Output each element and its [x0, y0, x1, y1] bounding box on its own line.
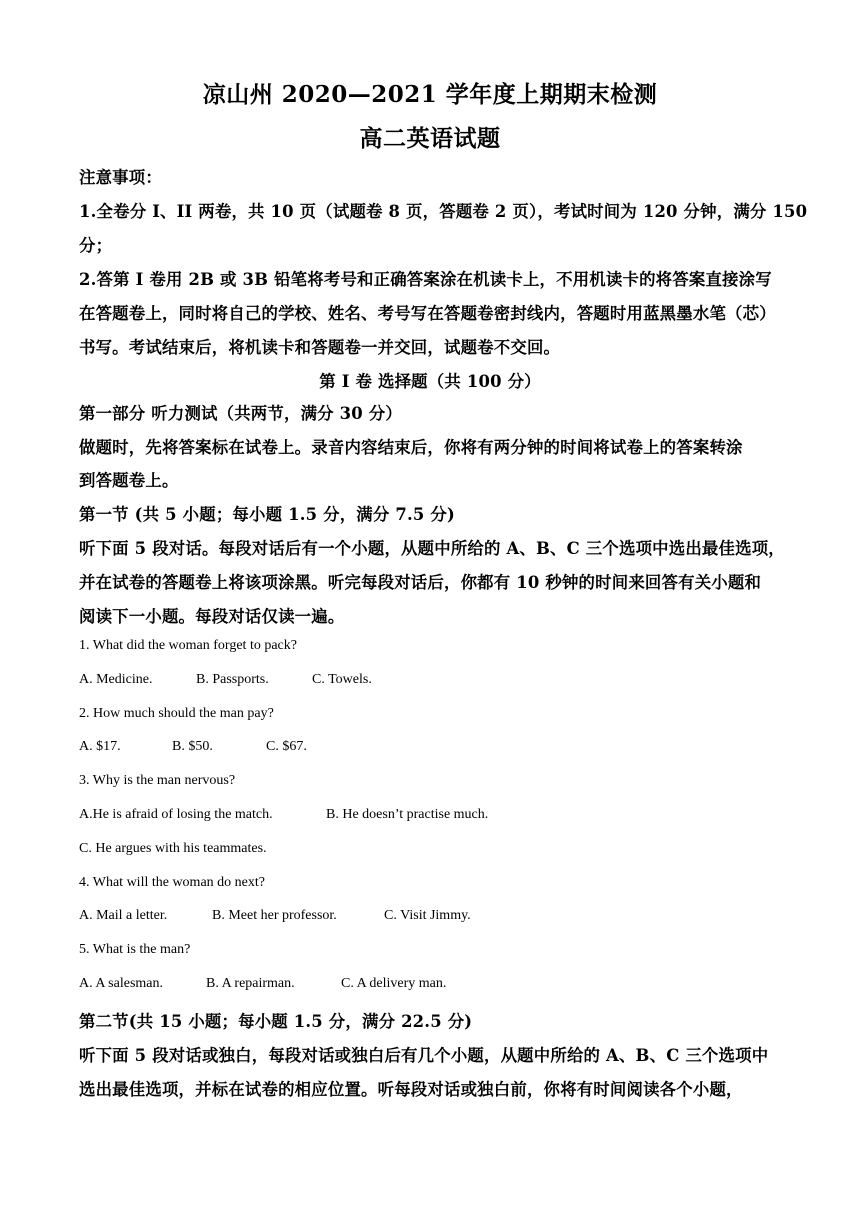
question-1: 1. What did the woman forget to pack? [79, 638, 297, 653]
volume-title: 第 I 卷 选择题（共 100 分） [319, 372, 541, 391]
question-2: 2. How much should the man pay? [79, 706, 274, 721]
question-4-option-a: A. Mail a letter. [79, 908, 168, 923]
notes-line: 1.全卷分 I、II 两卷，共 10 页（试题卷 8 页，答题卷 2 页），考试时间为 120 分钟，满分 150 [79, 202, 808, 221]
question-3-option-c: C. He argues with his teammates. [79, 841, 267, 856]
section1-instruction: 并在试卷的答题卷上将该项涂黑。听完每段对话后，你都有 10 秒钟的时间来回答有关小题和 [79, 573, 762, 592]
question-4-option-b: B. Meet her professor. [212, 908, 337, 923]
question-4-option-c: C. Visit Jimmy. [384, 908, 471, 923]
notes-line: 分； [79, 236, 113, 255]
exam-subtitle: 高二英语试题 [359, 125, 501, 152]
notes-line: 在答题卷上，同时将自己的学校、姓名、考号写在答题卷密封线内，答题时用蓝黑墨水笔（芯） [79, 304, 776, 323]
question-2-option-b: B. $50. [172, 739, 213, 754]
notes-line: 书写。考试结束后，将机读卡和答题卷一并交回，试题卷不交回。 [79, 338, 561, 357]
question-2-option-a: A. $17. [79, 739, 121, 754]
question-4: 4. What will the woman do next? [79, 875, 265, 890]
question-3: 3. Why is the man nervous? [79, 773, 236, 788]
question-1-option-a: A. Medicine. [79, 672, 153, 687]
question-2-option-c: C. $67. [266, 739, 307, 754]
question-3-option-b: B. He doesn’t practise much. [326, 807, 489, 822]
question-5: 5. What is the man? [79, 942, 191, 957]
part1-instruction: 到答题卷上。 [79, 471, 179, 490]
question-1-option-c: C. Towels. [312, 672, 372, 687]
exam-title: 凉山州 2020—2021 学年度上期期末检测 [202, 81, 658, 108]
notes-line: 2.答第 I 卷用 2B 或 3B 铅笔将考号和正确答案涂在机读卡上，不用机读卡的将答案直接涂写 [79, 270, 772, 289]
part1-title: 第一部分 听力测试（共两节，满分 30 分） [79, 404, 402, 423]
question-5-option-a: A. A salesman. [79, 976, 163, 991]
question-5-option-b: B. A repairman. [206, 976, 295, 991]
part1-instruction: 做题时，先将答案标在试卷上。录音内容结束后，你将有两分钟的时间将试卷上的答案转涂 [79, 438, 743, 457]
question-1-option-b: B. Passports. [196, 672, 269, 687]
section1-title: 第一节 (共 5 小题；每小题 1.5 分，满分 7.5 分) [79, 505, 455, 524]
section2-title: 第二节(共 15 小题；每小题 1.5 分，满分 22.5 分) [79, 1012, 473, 1031]
section1-instruction: 听下面 5 段对话。每段对话后有一个小题，从题中所给的 A、B、C 三个选项中选出最佳选项， [79, 539, 785, 558]
question-3-option-a: A.He is afraid of losing the match. [79, 807, 273, 822]
notes-heading: 注意事项： [79, 168, 162, 187]
question-5-option-c: C. A delivery man. [341, 976, 447, 991]
section1-instruction: 阅读下一小题。每段对话仅读一遍。 [79, 607, 345, 626]
section2-instruction: 听下面 5 段对话或独白，每段对话或独白后有几个小题，从题中所给的 A、B、C 三个选项中 [79, 1046, 769, 1065]
section2-instruction: 选出最佳选项，并标在试卷的相应位置。听每段对话或独白前，你将有时间阅读各个小题， [79, 1080, 743, 1099]
